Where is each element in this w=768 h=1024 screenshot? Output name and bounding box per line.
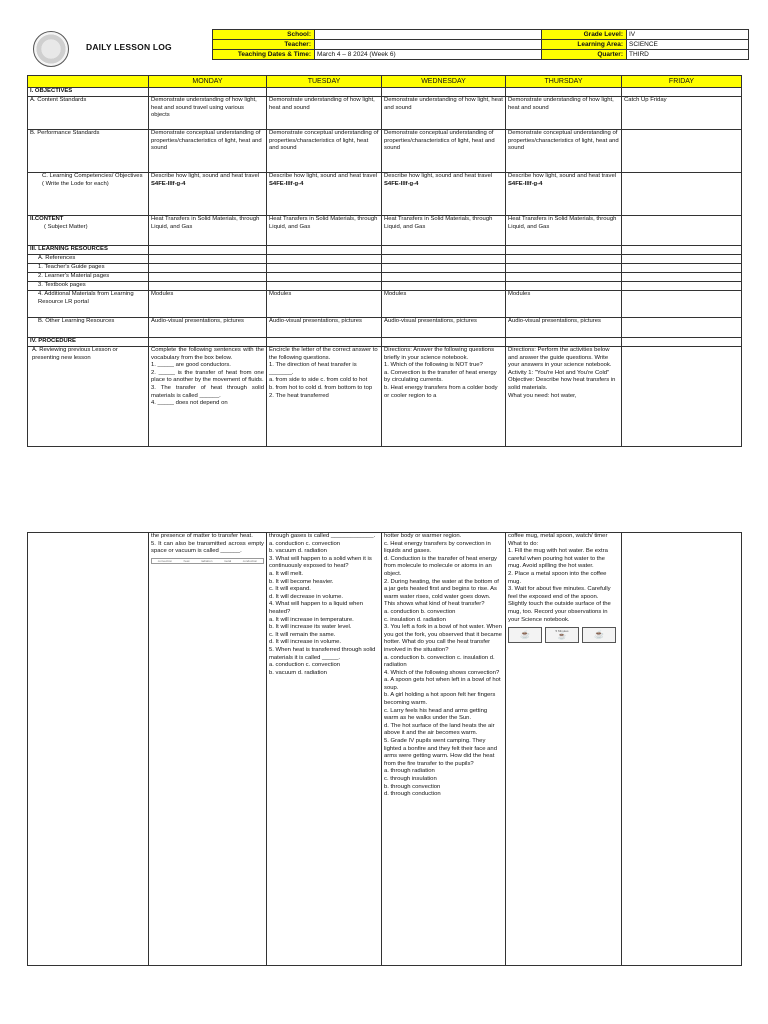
other-resources-wed: Audio-visual presentations, pictures (382, 318, 506, 338)
vocabulary-box (151, 558, 264, 564)
competency-code: S4FE-IIIf-g-4 (151, 180, 186, 187)
competency-code: S4FE-IIIf-g-4 (384, 180, 419, 187)
references-label: A. References (28, 255, 149, 264)
performance-standards-wed: Demonstrate conceptual understanding of properties/characteristics of light, heat and sound (382, 130, 506, 173)
textbook-label: 3. Textbook pages (28, 282, 149, 291)
content-wed: Heat Transfers in Solid Materials, through Liquid, and Gas (382, 216, 506, 246)
lesson-log-table-continued (27, 532, 742, 966)
deped-seal (33, 31, 69, 67)
review-label-cont (28, 533, 149, 966)
review-label: A. Reviewing previous Lesson or presenting new lesson (28, 347, 149, 447)
day-tuesday: TUESDAY (267, 76, 382, 88)
competency-code: S4FE-IIIf-g-4 (508, 180, 543, 187)
additional-materials-tue: Modules (267, 291, 382, 318)
header-info-table (212, 29, 749, 60)
review-mon: Complete the following sentences with the vocabulary from the box below. 1. _____ are good conductors. 2. _____ is the transfer of heat from one place to another by the movement of fluids. 3. The transfer of heat through solid materials is called ______. 4. _____ does not depend on (149, 347, 267, 447)
lesson-log-table (27, 75, 742, 447)
review-wed-cont: hotter body or warmer region. c. Heat energy transfers by convection in liquids and gases. d. Conduction is the transfer of heat energy from molecule to molecule or atoms in an object. 2. During heating, the water at the bottom of a jar gets heated first and begins to rise. As warm water rises, cold water goes down. This shows what kind of heat transfer? a. conduction b. convection c. insulation d. radiation 3. You left a fork in a bowl of hot water. When you got the fork, you observed that it became hotter. What do you call the heat transfer involved in the situation? a. conduction b. convection c. insulation d. radiation 4. Which of the following shows convection? a. A spoon gets hot when left in a bowl of hot soup. b. A girl holding a hot spoon felt her fingers becoming warm. c. Larry feels his head and arms getting warm as he walks under the Sun. d. The hot surface of the land heats the air above it and the air becomes warm. 5. Grade IV pupils went camping. They lighted a bonfire and they felt their face and arms were getting warm. How did the heat from the fire transfer to the pupils? a. through radiation c. through insulation b. through convection d. through conduction (382, 533, 506, 966)
dates-value: March 4 – 8 2024 (Week 6) (315, 50, 542, 60)
content-standards-mon: Demonstrate understanding of how light, heat and sound travel using various objects (149, 97, 267, 130)
day-monday: MONDAY (149, 76, 267, 88)
teacher-value (315, 40, 542, 50)
performance-standards-thu: Demonstrate conceptual understanding of properties/characteristics of light, heat and sound (506, 130, 622, 173)
competencies-mon (149, 173, 267, 216)
learners-material-label: 2. Learner's Material pages (28, 273, 149, 282)
teacher-label: Teacher: (213, 40, 315, 50)
vocab-word: conduction (242, 558, 258, 563)
content-standards-thu: Demonstrate understanding of how light, heat and sound (506, 97, 622, 130)
competency-text: Describe how light, sound and heat travel (151, 173, 260, 179)
other-resources-tue: Audio-visual presentations, pictures (267, 318, 382, 338)
vocab-word: metal (223, 558, 232, 563)
school-value (315, 30, 542, 40)
learning-resources-heading: III. LEARNING RESOURCES (28, 246, 149, 255)
additional-materials-label: 4. Additional Materials from Learning Resource LR portal (28, 291, 149, 318)
content-standards-tue: Demonstrate understanding of how light, heat and sound (267, 97, 382, 130)
teachers-guide-label: 1. Teacher's Guide pages (28, 264, 149, 273)
review-mon-cont (149, 533, 267, 966)
quarter-value: THIRD (627, 50, 749, 60)
timer-label: 5 Minutes (555, 629, 569, 634)
other-resources-thu: Audio-visual presentations, pictures (506, 318, 622, 338)
dates-label: Teaching Dates & Time: (213, 50, 315, 60)
learning-area-label: Learning Area: (542, 40, 627, 50)
vocab-word: convection (157, 558, 173, 563)
review-mon-text: the presence of matter to transfer heat. 5. It can also be transmitted across empty space or vacuum is called ______. (151, 533, 264, 555)
learning-area-value: SCIENCE (627, 40, 749, 50)
competencies-tue (267, 173, 382, 216)
objectives-heading: I. OBJECTIVES (28, 88, 149, 97)
competencies-label: C. Learning Competencies/ Objectives ( Write the Lode for each) (28, 173, 149, 216)
review-thu: Directions: Perform the activities below and answer the guide questions. Write your answers in your science notebook. Activity 1: "You're Hot and You're Cold" Objective: Describe how heat transfers in solid materials. What you need: hot water, (506, 347, 622, 447)
competency-text: Describe how light, sound and heat travel (269, 173, 378, 179)
additional-materials-mon: Modules (149, 291, 267, 318)
day-friday: FRIDAY (622, 76, 742, 88)
additional-materials-thu: Modules (506, 291, 622, 318)
day-thursday: THURSDAY (506, 76, 622, 88)
vocab-word: radiation (200, 558, 213, 563)
performance-standards-tue: Demonstrate conceptual understanding of properties/characteristics of light, heat and sound (267, 130, 382, 173)
corner-cell (28, 76, 149, 88)
content-standards-fri: Catch Up Friday (622, 97, 742, 130)
quarter-label: Quarter: (542, 50, 627, 60)
review-tue-cont: through gases is called _____________. a. conduction c. convection b. vacuum d. radiation 3. What will happen to a solid when it is continuously exposed to heat? a. It will melt. b. It will become heavier. c. It will expand. d. It will decrease in volume. 4. What will happen to a liquid when heated? a. It will increase in temperature. b. It will increase its water level. c. It will remain the same. d. It will increase in volume. 5. When heat is transferred through solid materials it is called _____. a. conduction c. convection b. vacuum d. radiation (267, 533, 382, 966)
performance-standards-label: B. Performance Standards (28, 130, 149, 173)
mug-icon: ☕ (508, 627, 542, 643)
other-resources-label: B. Other Learning Resources (28, 318, 149, 338)
competency-text: Describe how light, sound and heat travel (384, 173, 493, 179)
content-label (28, 216, 149, 246)
competencies-wed (382, 173, 506, 216)
procedure-heading: IV. PROCEDURE (28, 338, 149, 347)
review-tue: Encircle the letter of the correct answer to the following questions. 1. The direction of heat transfer is _______. a. from side to side c. from cold to hot b. from hot to cold d. from bottom to top 2. The heat transferred (267, 347, 382, 447)
content-standards-wed: Demonstrate understanding of how light, heat and sound (382, 97, 506, 130)
day-wednesday: WEDNESDAY (382, 76, 506, 88)
content-tue: Heat Transfers in Solid Materials, through Liquid, and Gas (267, 216, 382, 246)
school-label: School: (213, 30, 315, 40)
review-thu-cont (506, 533, 622, 966)
mug-hand-icon: ☕ (582, 627, 616, 643)
additional-materials-wed: Modules (382, 291, 506, 318)
content-standards-label: A. Content Standards (28, 97, 149, 130)
performance-standards-mon: Demonstrate conceptual understanding of properties/characteristics of light, heat and sound (149, 130, 267, 173)
competencies-thu (506, 173, 622, 216)
document-title: DAILY LESSON LOG (86, 42, 172, 52)
review-wed: Directions: Answer the following questions briefly in your science notebook. 1. Which of the following is NOT true? a. Convection is the transfer of heat energy by circulating currents. b. Heat energy transfers from a colder body or cooler region to a (382, 347, 506, 447)
content-heading: II.CONTENT (30, 216, 64, 222)
activity-figure (508, 627, 619, 643)
content-thu: Heat Transfers in Solid Materials, through Liquid, and Gas (506, 216, 622, 246)
competency-text: Describe how light, sound and heat travel (508, 173, 617, 179)
mug-timer-icon: 5 Minutes ☕ (545, 627, 579, 643)
review-thu-text: coffee mug, metal spoon, watch/ timer What to do: 1. Fill the mug with hot water. Be extra careful when pouring hot water to the mug. Avoid spilling the hot water. 2. Place a metal spoon into the coffee mug. 3. Wait for about five minutes. Carefully feel the exposed end of the spoon. Slightly touch the outside surface of the mug, too. Record your observations in your Science notebook. (508, 533, 611, 623)
competency-code: S4FE-IIIf-g-4 (269, 180, 304, 187)
grade-level-value: IV (627, 30, 749, 40)
grade-level-label: Grade Level: (542, 30, 627, 40)
vocab-word: heat (183, 558, 190, 563)
content-mon: Heat Transfers in Solid Materials, through Liquid, and Gas (149, 216, 267, 246)
content-subheading: ( Subject Matter) (44, 223, 88, 230)
other-resources-mon: Audio-visual presentations, pictures (149, 318, 267, 338)
review-fri-cont (622, 533, 742, 966)
